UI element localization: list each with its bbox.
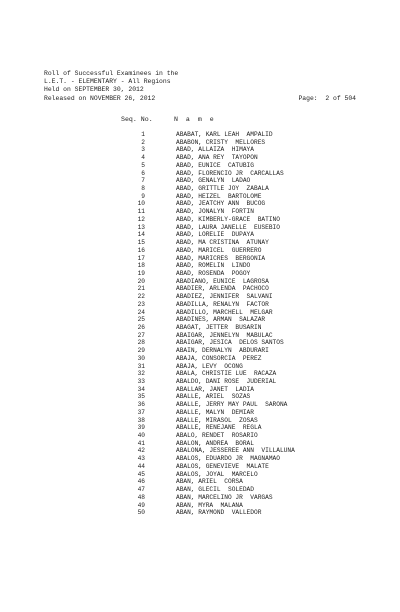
examinee-name: ABALLE, RENEJANE REGLA (176, 424, 262, 432)
list-item (0, 370, 400, 378)
list-item (0, 324, 400, 332)
examinee-name: ABALLE, ARIEL SOZAS (176, 393, 251, 401)
list-item (0, 455, 400, 463)
name-column-header: N a m e (174, 116, 216, 123)
examinee-name: ABALDO, DANI ROSE JUDERIAL (176, 378, 277, 385)
examinee-name: ABAD, MARICEL GUERRERO (176, 246, 262, 254)
list-item (0, 355, 400, 363)
seq-number: 14 (137, 231, 145, 239)
list-item (0, 293, 400, 301)
column-headers (0, 116, 400, 125)
seq-number: 18 (137, 262, 145, 270)
list-item (0, 262, 400, 270)
examinee-name: ABAD, EUNICE CATUBIG (176, 161, 254, 169)
seq-number: 36 (137, 401, 145, 409)
document-header (44, 70, 374, 103)
examinee-name: ABAD, ALLAIZA HIMAYA (176, 146, 254, 154)
list-item (0, 170, 400, 178)
seq-number: 15 (137, 239, 145, 247)
examinee-name: ABAD, ROMELIN LINDO (176, 262, 251, 270)
seq-number: 4 (141, 154, 145, 162)
examinee-name: ABAD, LORELIE DUPAYA (176, 231, 254, 239)
examinee-name: ABADINES, ARMAN SALAZAR (176, 316, 266, 324)
list-item (0, 386, 400, 394)
examinee-name: ABALLE, MIRASOL ZOSAS (176, 416, 258, 424)
list-item (0, 162, 400, 170)
list-item (0, 339, 400, 347)
list-item (0, 332, 400, 340)
examinee-name: ABAJA, CONSORCIA PEREZ (176, 354, 262, 362)
seq-number: 38 (137, 416, 145, 424)
header-exam-date: Held on SEPTEMBER 30, 2012 (44, 86, 144, 94)
list-item (0, 301, 400, 309)
seq-number: 9 (141, 192, 145, 200)
list-item (0, 154, 400, 162)
seq-number: 2 (141, 138, 145, 146)
seq-number: 49 (137, 501, 145, 509)
examinee-name: ABADILLO, MARCHELL MELGAR (176, 308, 273, 316)
examinee-name: ABADIER, ARLENDA PACHOCO (176, 285, 269, 293)
list-item (0, 509, 400, 517)
examinee-name: ABADIEZ, JENNIFER SALVANI (176, 293, 273, 301)
examinee-name: ABALON, ANDREA BORAL (176, 439, 254, 447)
list-item (0, 494, 400, 502)
seq-number: 46 (137, 478, 145, 486)
list-item (0, 131, 400, 139)
list-item (0, 363, 400, 371)
seq-number: 12 (137, 215, 145, 223)
examinee-name: ABAD, ANA REY TAYOPON (176, 154, 258, 162)
examinee-name: ABALLE, JERRY MAY PAUL SARONA (176, 401, 288, 409)
list-item (0, 231, 400, 239)
examinee-name: ABALONA, JESSEREE ANN VILLALUNA (176, 447, 295, 455)
seq-number: 27 (137, 331, 145, 339)
examinee-name: ABAGAT, JETTER BUSARIN (176, 323, 262, 331)
list-item (0, 401, 400, 409)
examinee-name: ABAD, GRITTLE JOY ZABALA (176, 185, 269, 193)
header-title-line-2: L.E.T. - ELEMENTARY - All Regions (44, 78, 171, 86)
list-item (0, 139, 400, 147)
seq-number: 40 (137, 432, 145, 440)
examinee-name: ABAD, MARICRES BERGONIA (176, 254, 266, 262)
seq-number: 21 (137, 285, 145, 293)
seq-number: 1 (141, 131, 145, 138)
seq-number: 31 (137, 362, 145, 370)
list-item (0, 270, 400, 278)
seq-number: 50 (137, 509, 145, 517)
list-item (0, 247, 400, 255)
examinee-name: ABALOS, JOYAL MARCELO (176, 470, 258, 478)
examinee-name: ABAN, MARCELINO JR VARGAS (176, 493, 273, 501)
seq-number: 10 (137, 200, 145, 208)
list-item (0, 177, 400, 185)
seq-number: 44 (137, 462, 145, 470)
list-item (0, 463, 400, 471)
examinee-name: ABAN, RAYMOND VALLEDOR (176, 509, 262, 517)
examinee-name: ABAN, GLECIL SOLEDAD (176, 486, 254, 494)
seq-number: 42 (137, 447, 145, 455)
examinee-name: ABALOS, EDUARDO JR MAGNAMAO (176, 455, 280, 463)
seq-number: 26 (137, 323, 145, 331)
seq-number: 23 (137, 300, 145, 308)
header-release-date: Released on NOVEMBER 26, 2012 (44, 94, 156, 102)
seq-number: 37 (137, 408, 145, 416)
seq-number: 32 (137, 370, 145, 378)
examinee-name: ABAD, LAURA JANELLE EUSEBIO (176, 223, 280, 231)
examinee-list (0, 131, 400, 517)
list-item (0, 347, 400, 355)
list-item (0, 285, 400, 293)
seq-column-header: Seq. No. (121, 116, 153, 123)
list-item (0, 486, 400, 494)
examinee-name: ABAD, KIMBERLY-GRACE BATINO (176, 215, 280, 223)
list-item (0, 193, 400, 201)
seq-number: 20 (137, 277, 145, 285)
seq-number: 33 (137, 378, 145, 385)
seq-number: 3 (141, 146, 145, 154)
list-item (0, 417, 400, 425)
seq-number: 19 (137, 269, 145, 277)
examinee-name: ABABON, CRISTY MELLORES (176, 138, 266, 146)
examinee-name: ABALLE, MALYN DEMIAR (176, 408, 254, 416)
examinee-name: ABAN, MYRA MALANA (176, 501, 243, 509)
seq-number: 28 (137, 339, 145, 347)
seq-number: 48 (137, 493, 145, 501)
seq-number: 16 (137, 246, 145, 254)
seq-number: 6 (141, 169, 145, 177)
seq-number: 17 (137, 254, 145, 262)
seq-number: 43 (137, 455, 145, 463)
list-item (0, 224, 400, 232)
examinee-name: ABAD, GENALYN LADAO (176, 177, 251, 185)
seq-number: 7 (141, 177, 145, 185)
seq-number: 45 (137, 470, 145, 478)
list-item (0, 278, 400, 286)
examinee-name: ABAIGAR, JESICA DELOS SANTOS (176, 339, 284, 347)
seq-number: 47 (137, 486, 145, 494)
seq-number: 13 (137, 223, 145, 231)
seq-number: 11 (137, 208, 145, 216)
list-item (0, 239, 400, 247)
examinee-name: ABALOS, GENEVIEVE MALATE (176, 462, 269, 470)
examinee-name: ABAN, ARIEL CORSA (176, 478, 243, 486)
examinee-name: ABAD, HEIZEL BARTOLOME (176, 192, 262, 200)
list-item (0, 424, 400, 432)
examinee-name: ABAD, JEATCHY ANN BUCOG (176, 200, 266, 208)
examinee-name: ABAD, ROSENDA POGOY (176, 269, 251, 277)
list-item (0, 255, 400, 263)
seq-number: 8 (141, 185, 145, 193)
seq-number: 34 (137, 385, 145, 393)
seq-number: 24 (137, 308, 145, 316)
seq-number: 29 (137, 347, 145, 355)
examinee-name: ABALO, RENDET ROSARIO (176, 432, 258, 440)
examinee-name: ABAD, MA CRISTINA ATUNAY (176, 239, 269, 247)
list-item (0, 440, 400, 448)
examinee-name: ABALLAR, JANET LADIA (176, 385, 254, 393)
seq-number: 22 (137, 293, 145, 301)
list-item (0, 471, 400, 479)
examinee-name: ABABAT, KARL LEAH AMPALID (176, 131, 273, 138)
list-item (0, 208, 400, 216)
header-release-row (44, 95, 374, 103)
list-item (0, 309, 400, 317)
list-item (0, 432, 400, 440)
examinee-name: ABAJA, LEVY OCONG (176, 362, 243, 370)
seq-number: 41 (137, 439, 145, 447)
list-item (0, 200, 400, 208)
seq-number: 25 (137, 316, 145, 324)
seq-number: 5 (141, 161, 145, 169)
examinee-name: ABADILLA, RENALYN FACTOR (176, 300, 269, 308)
list-item (0, 502, 400, 510)
page-number: Page: 2 of 504 (298, 94, 356, 102)
seq-number: 30 (137, 354, 145, 362)
list-item (0, 378, 400, 386)
seq-number: 39 (137, 424, 145, 432)
examinee-name: ABAD, JONALYN FORTIN (176, 208, 254, 216)
list-item (0, 185, 400, 193)
examinee-name: ABAIN, DERNALYN ABDURARI (176, 347, 269, 355)
seq-number: 35 (137, 393, 145, 401)
list-item (0, 478, 400, 486)
examinee-name: ABADIANO, EUNICE LAGROSA (176, 277, 269, 285)
header-title-line-1: Roll of Successful Examinees in the (44, 70, 179, 77)
list-item (0, 447, 400, 455)
list-item (0, 393, 400, 401)
examinee-name: ABAIGAR, JENNELYN MABULAC (176, 331, 273, 339)
examinee-name: ABAD, FLORENCIO JR CARCALLAS (176, 169, 284, 177)
list-item (0, 146, 400, 154)
list-item (0, 316, 400, 324)
list-item (0, 216, 400, 224)
examinee-name: ABALA, CHRISTIE LUE RACAZA (176, 370, 277, 378)
list-item (0, 409, 400, 417)
